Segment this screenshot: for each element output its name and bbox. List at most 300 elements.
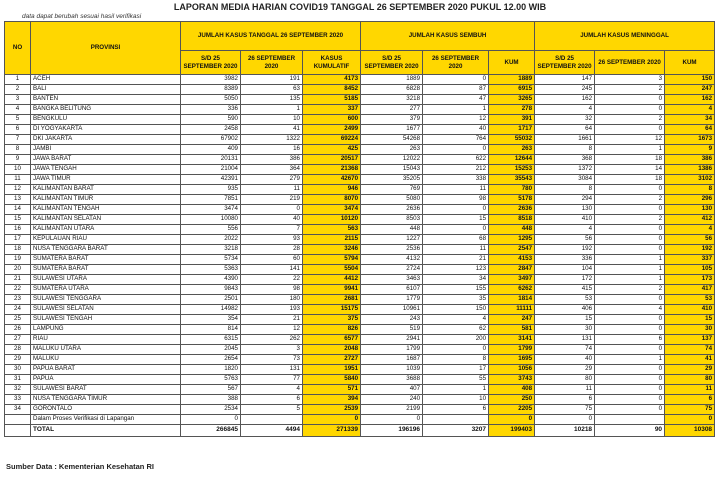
cell-value: 448 bbox=[489, 225, 535, 235]
table-row bbox=[5, 225, 715, 235]
table-row bbox=[5, 145, 715, 155]
cell-value: 278 bbox=[489, 105, 535, 115]
cell-value: 5794 bbox=[303, 255, 361, 265]
province-name: MALUKU UTARA bbox=[31, 345, 181, 355]
cell-value: 0 bbox=[595, 375, 665, 385]
cell-value: 64 bbox=[535, 125, 595, 135]
cell-value: 1820 bbox=[181, 365, 241, 375]
cell-value: 1 bbox=[595, 255, 665, 265]
cell-value: 29 bbox=[665, 365, 715, 375]
cell-value bbox=[241, 415, 303, 425]
cell-value: 1677 bbox=[361, 125, 423, 135]
header-kasus-sd25: S/D 25 SEPTEMBER 2020 bbox=[181, 51, 241, 75]
province-name: JAWA BARAT bbox=[31, 155, 181, 165]
cell-value: 35205 bbox=[361, 175, 423, 185]
cell-value: 0 bbox=[595, 295, 665, 305]
cell-value: 29 bbox=[535, 365, 595, 375]
cell-value: 4173 bbox=[303, 75, 361, 85]
cell-value: 271339 bbox=[303, 425, 361, 437]
cell-value: 8518 bbox=[489, 215, 535, 225]
cell-value: 3 bbox=[595, 75, 665, 85]
cell-value: 2199 bbox=[361, 405, 423, 415]
table-row bbox=[5, 115, 715, 125]
cell-value: 54268 bbox=[361, 135, 423, 145]
cell-value: 1322 bbox=[241, 135, 303, 145]
cell-value: 296 bbox=[665, 195, 715, 205]
cell-value: 3218 bbox=[181, 245, 241, 255]
cell-value: 0 bbox=[595, 405, 665, 415]
cell-value: 7 bbox=[241, 225, 303, 235]
cell-value: 17 bbox=[423, 365, 489, 375]
cell-value: 368 bbox=[535, 155, 595, 165]
cell-value: 18 bbox=[595, 155, 665, 165]
cell-value: 0 bbox=[595, 325, 665, 335]
cell-value: 1661 bbox=[535, 135, 595, 145]
row-number: 6 bbox=[5, 125, 31, 135]
cell-value: 3265 bbox=[489, 95, 535, 105]
province-name: Dalam Proses Verifikasi di Lapangan bbox=[31, 415, 181, 425]
cell-value: 415 bbox=[535, 285, 595, 295]
cell-value: 337 bbox=[665, 255, 715, 265]
table-row bbox=[5, 365, 715, 375]
cell-value: 155 bbox=[423, 285, 489, 295]
row-number bbox=[5, 425, 31, 437]
cell-value: 379 bbox=[361, 115, 423, 125]
cell-value: 5363 bbox=[181, 265, 241, 275]
cell-value: 407 bbox=[361, 385, 423, 395]
cell-value: 250 bbox=[489, 395, 535, 405]
cell-value: 3102 bbox=[665, 175, 715, 185]
cell-value: 1814 bbox=[489, 295, 535, 305]
table-row bbox=[5, 105, 715, 115]
cell-value: 10120 bbox=[303, 215, 361, 225]
cell-value: 21004 bbox=[181, 165, 241, 175]
cell-value: 3246 bbox=[303, 245, 361, 255]
cell-value: 6915 bbox=[489, 85, 535, 95]
cell-value: 131 bbox=[535, 335, 595, 345]
cell-value: 67902 bbox=[181, 135, 241, 145]
cell-value: 131 bbox=[241, 365, 303, 375]
cell-value: 123 bbox=[423, 265, 489, 275]
cell-value: 1295 bbox=[489, 235, 535, 245]
cell-value: 63 bbox=[241, 85, 303, 95]
cell-value: 622 bbox=[423, 155, 489, 165]
cell-value: 2022 bbox=[181, 235, 241, 245]
cell-value: 56 bbox=[535, 235, 595, 245]
cell-value: 2 bbox=[595, 195, 665, 205]
cell-value: 90 bbox=[595, 425, 665, 437]
cell-value: 417 bbox=[665, 285, 715, 295]
cell-value: 408 bbox=[489, 385, 535, 395]
row-number: 8 bbox=[5, 145, 31, 155]
cell-value: 3497 bbox=[489, 275, 535, 285]
province-name: JAWA TENGAH bbox=[31, 165, 181, 175]
cell-value: 6107 bbox=[361, 285, 423, 295]
cell-value: 0 bbox=[423, 345, 489, 355]
cell-value: 1227 bbox=[361, 235, 423, 245]
cell-value: 8070 bbox=[303, 195, 361, 205]
cell-value: 0 bbox=[665, 415, 715, 425]
cell-value: 21368 bbox=[303, 165, 361, 175]
row-number: 25 bbox=[5, 315, 31, 325]
cell-value: 219 bbox=[241, 195, 303, 205]
table-row bbox=[5, 235, 715, 245]
cell-value: 4412 bbox=[303, 275, 361, 285]
cell-value: 2547 bbox=[489, 245, 535, 255]
cell-value: 11 bbox=[423, 185, 489, 195]
cell-value: 35 bbox=[423, 295, 489, 305]
header-sembuh-sd25: S/D 25 SEPTEMBER 2020 bbox=[361, 51, 423, 75]
table-row bbox=[5, 185, 715, 195]
cell-value: 180 bbox=[241, 295, 303, 305]
cell-value: 32 bbox=[535, 115, 595, 125]
cell-value: 53 bbox=[535, 295, 595, 305]
cell-value bbox=[423, 415, 489, 425]
cell-value: 0 bbox=[303, 415, 361, 425]
cell-value: 8 bbox=[423, 355, 489, 365]
cell-value: 0 bbox=[595, 315, 665, 325]
row-number: 9 bbox=[5, 155, 31, 165]
cell-value: 147 bbox=[535, 75, 595, 85]
cell-value: 388 bbox=[181, 395, 241, 405]
cell-value: 245 bbox=[535, 85, 595, 95]
cell-value: 1 bbox=[241, 105, 303, 115]
cell-value: 12 bbox=[423, 115, 489, 125]
province-name: NUSA TENGGARA TIMUR bbox=[31, 395, 181, 405]
row-number: 29 bbox=[5, 355, 31, 365]
cell-value: 137 bbox=[665, 335, 715, 345]
cell-value: 28 bbox=[241, 245, 303, 255]
cell-value: 40 bbox=[241, 215, 303, 225]
cell-value: 9843 bbox=[181, 285, 241, 295]
cell-value: 1889 bbox=[489, 75, 535, 85]
table-row bbox=[5, 335, 715, 345]
cell-value: 391 bbox=[489, 115, 535, 125]
cell-value: 0 bbox=[241, 205, 303, 215]
cell-value: 1 bbox=[423, 385, 489, 395]
cell-value: 0 bbox=[595, 235, 665, 245]
table-row bbox=[5, 175, 715, 185]
cell-value: 354 bbox=[181, 315, 241, 325]
cell-value: 0 bbox=[595, 95, 665, 105]
cell-value: 53 bbox=[665, 295, 715, 305]
header-group-kasus: JUMLAH KASUS TANGGAL 26 SEPTEMBER 2020 bbox=[181, 22, 361, 51]
cell-value: 0 bbox=[595, 385, 665, 395]
row-number: 33 bbox=[5, 395, 31, 405]
cell-value: 16 bbox=[241, 145, 303, 155]
cell-value: 6 bbox=[241, 395, 303, 405]
table-row bbox=[5, 215, 715, 225]
table-body bbox=[5, 75, 715, 437]
cell-value: 935 bbox=[181, 185, 241, 195]
cell-value: 279 bbox=[241, 175, 303, 185]
cell-value: 448 bbox=[361, 225, 423, 235]
cell-value: 1372 bbox=[535, 165, 595, 175]
cell-value: 3141 bbox=[489, 335, 535, 345]
row-number: 27 bbox=[5, 335, 31, 345]
cell-value: 11 bbox=[241, 185, 303, 195]
cell-value: 5185 bbox=[303, 95, 361, 105]
table-row bbox=[5, 395, 715, 405]
cell-value: 563 bbox=[303, 225, 361, 235]
cell-value: 375 bbox=[303, 315, 361, 325]
row-number: 11 bbox=[5, 175, 31, 185]
cell-value: 2045 bbox=[181, 345, 241, 355]
province-name: SULAWESI UTARA bbox=[31, 275, 181, 285]
cell-value: 406 bbox=[535, 305, 595, 315]
cell-value: 386 bbox=[241, 155, 303, 165]
cell-value: 2654 bbox=[181, 355, 241, 365]
cell-value: 173 bbox=[665, 275, 715, 285]
cell-value: 12644 bbox=[489, 155, 535, 165]
cell-value: 0 bbox=[595, 395, 665, 405]
cell-value: 263 bbox=[489, 145, 535, 155]
row-number: 10 bbox=[5, 165, 31, 175]
row-number: 7 bbox=[5, 135, 31, 145]
cell-value: 40 bbox=[423, 125, 489, 135]
cell-value: 394 bbox=[303, 395, 361, 405]
cell-value: 0 bbox=[489, 415, 535, 425]
province-name: SULAWESI TENGAH bbox=[31, 315, 181, 325]
cell-value: 6828 bbox=[361, 85, 423, 95]
header-sembuh-kum: KUM bbox=[489, 51, 535, 75]
row-number: 2 bbox=[5, 85, 31, 95]
cell-value: 1386 bbox=[665, 165, 715, 175]
cell-value: 3 bbox=[241, 345, 303, 355]
cell-value: 135 bbox=[241, 95, 303, 105]
province-name: RIAU bbox=[31, 335, 181, 345]
cell-value: 11111 bbox=[489, 305, 535, 315]
cell-value: 2458 bbox=[181, 125, 241, 135]
province-name: DKI JAKARTA bbox=[31, 135, 181, 145]
cell-value: 2 bbox=[595, 85, 665, 95]
cell-value: 11 bbox=[665, 385, 715, 395]
row-number: 1 bbox=[5, 75, 31, 85]
cell-value: 212 bbox=[423, 165, 489, 175]
cell-value: 3207 bbox=[423, 425, 489, 437]
row-number: 19 bbox=[5, 255, 31, 265]
row-number: 26 bbox=[5, 325, 31, 335]
cell-value: 412 bbox=[665, 215, 715, 225]
cell-value: 2 bbox=[595, 285, 665, 295]
cell-value: 2724 bbox=[361, 265, 423, 275]
cell-value: 5504 bbox=[303, 265, 361, 275]
row-number: 28 bbox=[5, 345, 31, 355]
cell-value: 336 bbox=[181, 105, 241, 115]
cell-value: 6577 bbox=[303, 335, 361, 345]
cell-value: 0 bbox=[595, 345, 665, 355]
cell-value: 247 bbox=[665, 85, 715, 95]
cell-value: 294 bbox=[535, 195, 595, 205]
header-no: NO bbox=[5, 22, 31, 75]
cell-value: 3474 bbox=[303, 205, 361, 215]
row-number: 20 bbox=[5, 265, 31, 275]
cell-value: 8452 bbox=[303, 85, 361, 95]
cell-value: 55032 bbox=[489, 135, 535, 145]
province-name: KALIMANTAN TENGAH bbox=[31, 205, 181, 215]
row-number: 5 bbox=[5, 115, 31, 125]
row-number: 21 bbox=[5, 275, 31, 285]
cell-value: 15 bbox=[423, 215, 489, 225]
cell-value: 11 bbox=[423, 245, 489, 255]
cell-value: 15253 bbox=[489, 165, 535, 175]
cell-value: 80 bbox=[535, 375, 595, 385]
total-row bbox=[5, 425, 715, 437]
table-row bbox=[5, 325, 715, 335]
province-name: SULAWESI TENGGARA bbox=[31, 295, 181, 305]
cell-value: 34 bbox=[665, 115, 715, 125]
cell-value: 10961 bbox=[361, 305, 423, 315]
table-row bbox=[5, 295, 715, 305]
province-name: JAMBI bbox=[31, 145, 181, 155]
row-number: 22 bbox=[5, 285, 31, 295]
cell-value: 0 bbox=[595, 245, 665, 255]
cell-value: 41 bbox=[241, 125, 303, 135]
cell-value: 1799 bbox=[361, 345, 423, 355]
cell-value: 336 bbox=[535, 255, 595, 265]
cell-value: 30 bbox=[535, 325, 595, 335]
cell-value: 337 bbox=[303, 105, 361, 115]
province-name: JAWA TIMUR bbox=[31, 175, 181, 185]
province-name: NUSA TENGGARA BARAT bbox=[31, 245, 181, 255]
cell-value: 62 bbox=[423, 325, 489, 335]
cell-value: 2 bbox=[595, 215, 665, 225]
cell-value: 192 bbox=[665, 245, 715, 255]
cell-value: 7851 bbox=[181, 195, 241, 205]
cell-value: 162 bbox=[665, 95, 715, 105]
cell-value: 1951 bbox=[303, 365, 361, 375]
row-number: 17 bbox=[5, 235, 31, 245]
province-name: ACEH bbox=[31, 75, 181, 85]
table-row bbox=[5, 275, 715, 285]
cell-value: 20517 bbox=[303, 155, 361, 165]
cell-value: 192 bbox=[535, 245, 595, 255]
header-kasus-kumulatif: KASUS KUMULATIF bbox=[303, 51, 361, 75]
cell-value: 73 bbox=[241, 355, 303, 365]
cell-value: 1 bbox=[595, 145, 665, 155]
cell-value: 6 bbox=[423, 405, 489, 415]
cell-value: 2636 bbox=[361, 205, 423, 215]
province-name: PAPUA bbox=[31, 375, 181, 385]
table-row bbox=[5, 85, 715, 95]
report-title: LAPORAN MEDIA HARIAN COVID19 TANGGAL 26 SEPTEMBER 2020 PUKUL 12.00 WIB bbox=[173, 2, 547, 12]
cell-value: 4 bbox=[535, 105, 595, 115]
row-number bbox=[5, 415, 31, 425]
province-name: KALIMANTAN SELATAN bbox=[31, 215, 181, 225]
cell-value: 2115 bbox=[303, 235, 361, 245]
cell-value: 3474 bbox=[181, 205, 241, 215]
cell-value: 80 bbox=[665, 375, 715, 385]
table-row bbox=[5, 255, 715, 265]
cell-value: 2 bbox=[595, 115, 665, 125]
cell-value: 199403 bbox=[489, 425, 535, 437]
cell-value: 1056 bbox=[489, 365, 535, 375]
cell-value: 826 bbox=[303, 325, 361, 335]
cell-value: 4153 bbox=[489, 255, 535, 265]
cell-value: 15 bbox=[535, 315, 595, 325]
table-row bbox=[5, 95, 715, 105]
province-name: BANGKA BELITUNG bbox=[31, 105, 181, 115]
cell-value: 2847 bbox=[489, 265, 535, 275]
header-kasus-26: 26 SEPTEMBER 2020 bbox=[241, 51, 303, 75]
cell-value: 0 bbox=[595, 185, 665, 195]
cell-value: 764 bbox=[423, 135, 489, 145]
cell-value: 425 bbox=[303, 145, 361, 155]
province-name: BANTEN bbox=[31, 95, 181, 105]
cell-value: 5178 bbox=[489, 195, 535, 205]
cell-value: 1799 bbox=[489, 345, 535, 355]
cell-value: 11 bbox=[535, 385, 595, 395]
cell-value: 3463 bbox=[361, 275, 423, 285]
province-name: BALI bbox=[31, 85, 181, 95]
cell-value: 2534 bbox=[181, 405, 241, 415]
cell-value: 4 bbox=[665, 225, 715, 235]
province-name: KALIMANTAN TIMUR bbox=[31, 195, 181, 205]
cell-value: 4 bbox=[535, 225, 595, 235]
cell-value: 2681 bbox=[303, 295, 361, 305]
cell-value: 780 bbox=[489, 185, 535, 195]
cell-value: 243 bbox=[361, 315, 423, 325]
table-row bbox=[5, 135, 715, 145]
table-row bbox=[5, 385, 715, 395]
cell-value: 262 bbox=[241, 335, 303, 345]
province-name: KALIMANTAN UTARA bbox=[31, 225, 181, 235]
cell-value: 1687 bbox=[361, 355, 423, 365]
cell-value: 77 bbox=[241, 375, 303, 385]
cell-value: 1673 bbox=[665, 135, 715, 145]
cell-value: 2941 bbox=[361, 335, 423, 345]
cell-value: 571 bbox=[303, 385, 361, 395]
province-name: SUMATERA UTARA bbox=[31, 285, 181, 295]
cell-value: 581 bbox=[489, 325, 535, 335]
table-row bbox=[5, 375, 715, 385]
cell-value: 3218 bbox=[361, 95, 423, 105]
cell-value: 0 bbox=[423, 225, 489, 235]
row-number: 3 bbox=[5, 95, 31, 105]
cell-value: 8389 bbox=[181, 85, 241, 95]
cell-value: 3982 bbox=[181, 75, 241, 85]
cell-value: 64 bbox=[665, 125, 715, 135]
table-row bbox=[5, 305, 715, 315]
table-row bbox=[5, 265, 715, 275]
province-name: KALIMANTAN BARAT bbox=[31, 185, 181, 195]
cell-value: 162 bbox=[535, 95, 595, 105]
cell-value: 193 bbox=[241, 305, 303, 315]
cell-value: 10218 bbox=[535, 425, 595, 437]
cell-value: 10 bbox=[423, 395, 489, 405]
cell-value: 6 bbox=[595, 335, 665, 345]
cell-value: 1 bbox=[595, 275, 665, 285]
cell-value: 22 bbox=[241, 275, 303, 285]
cell-value: 6 bbox=[665, 395, 715, 405]
cell-value: 1889 bbox=[361, 75, 423, 85]
cell-value: 0 bbox=[595, 365, 665, 375]
header-meninggal-26: 26 SEPTEMBER 2020 bbox=[595, 51, 665, 75]
province-name: DI YOGYAKARTA bbox=[31, 125, 181, 135]
cell-value: 556 bbox=[181, 225, 241, 235]
province-name: BENGKULU bbox=[31, 115, 181, 125]
cell-value: 14 bbox=[595, 165, 665, 175]
header-provinsi: PROVINSI bbox=[31, 22, 181, 75]
cell-value: 93 bbox=[241, 235, 303, 245]
table-row bbox=[5, 315, 715, 325]
cell-value: 946 bbox=[303, 185, 361, 195]
cell-value: 42391 bbox=[181, 175, 241, 185]
cell-value: 0 bbox=[595, 125, 665, 135]
cell-value: 10080 bbox=[181, 215, 241, 225]
cell-value: 0 bbox=[181, 415, 241, 425]
row-number: 14 bbox=[5, 205, 31, 215]
